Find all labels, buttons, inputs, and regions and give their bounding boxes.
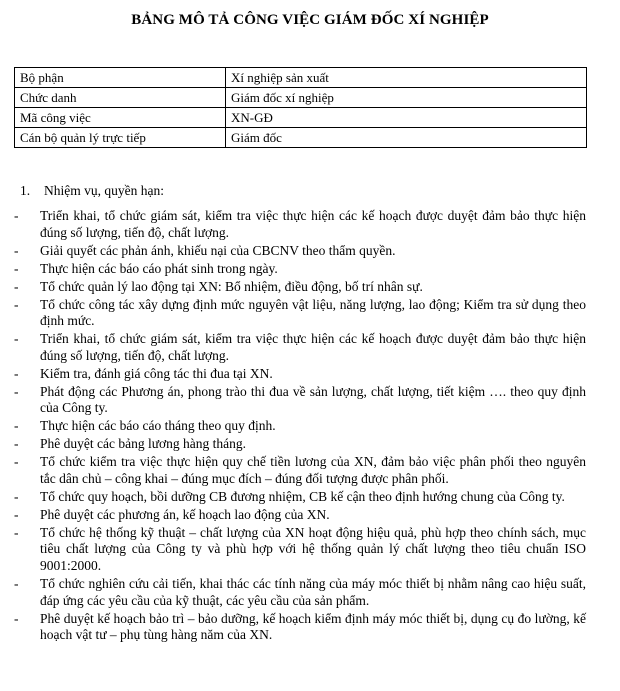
list-item: [14, 507, 586, 524]
job-info-table: [14, 67, 587, 148]
section-heading: [14, 183, 164, 199]
list-item: [14, 576, 586, 609]
table-row: [15, 128, 587, 148]
list-item: [14, 384, 586, 417]
section-title: Nhiệm vụ, quyền hạn:: [44, 183, 164, 198]
table-row: [15, 108, 587, 128]
list-item: [14, 418, 586, 435]
list-item: [14, 454, 586, 487]
duty-text: Giải quyết các phản ánh, khiếu nại của CBCNV theo thẩm quyền.: [40, 242, 396, 258]
bullet-dash: -: [14, 488, 19, 504]
row-label-job-code: Mã công việc: [15, 108, 226, 128]
duty-text: Tổ chức quản lý lao động tại XN: Bổ nhiệm, điều động, bố trí nhân sự.: [40, 278, 423, 294]
list-item: [14, 279, 586, 296]
bullet-dash: -: [14, 260, 19, 276]
bullet-dash: -: [14, 296, 19, 312]
list-item: [14, 261, 586, 278]
duty-text: Kiểm tra, đánh giá công tác thi đua tại XN.: [40, 365, 273, 381]
row-value-job-code: XN-GĐ: [226, 108, 587, 128]
bullet-dash: -: [14, 365, 19, 381]
section-number: 1.: [20, 183, 31, 198]
bullet-dash: -: [14, 418, 19, 434]
duty-text: Tổ chức nghiên cứu cải tiến, khai thác các tính năng của máy móc thiết bị nhằm nâng cao hiệu suất, đáp ứng các yêu cầu của kỹ thuật, các yêu cầu của sản phẩm.: [40, 575, 586, 608]
list-item: [14, 611, 586, 644]
duty-text: Tổ chức công tác xây dựng định mức nguyên vật liệu, năng lượng, lao động; Kiểm tra sử dụng theo định mức.: [40, 296, 586, 329]
duty-text: Tổ chức kiểm tra việc thực hiện quy chế tiền lương của XN, đảm bảo việc phân phối theo nguyên tắc dân chủ – công khai – đúng mục đích – đúng đối tượng được phân phối.: [40, 454, 586, 486]
list-item: [14, 489, 586, 506]
list-item: [14, 208, 586, 241]
bullet-dash: -: [14, 208, 19, 223]
list-item: [14, 436, 586, 453]
row-value-direct-manager: Giám đốc: [226, 128, 587, 148]
list-item: [14, 525, 586, 575]
duties-list: [14, 208, 586, 645]
row-label-direct-manager: Cán bộ quản lý trực tiếp: [15, 128, 226, 148]
duty-text: Tổ chức hệ thống kỹ thuật – chất lượng của XN hoạt động hiệu quả, phù hợp theo chính sách, mục tiêu chất lượng của Công ty và phù hợp với hệ thống quản lý chất lượng theo tiêu chuẩn ISO 9001:2000.: [40, 524, 586, 573]
bullet-dash: -: [14, 436, 19, 452]
list-item: [14, 243, 586, 260]
row-value-department: Xí nghiệp sản xuất: [226, 68, 587, 88]
bullet-dash: -: [14, 610, 19, 626]
duty-text: Phê duyệt kế hoạch bảo trì – bảo dưỡng, kế hoạch kiểm định máy móc thiết bị, dụng cụ đo lường, kế hoạch vật tư – phụ tùng hàng năm của XN.: [40, 610, 586, 643]
duty-text: Thực hiện các báo cáo tháng theo quy định.: [40, 418, 276, 434]
document-title: BẢNG MÔ TẢ CÔNG VIỆC GIÁM ĐỐC XÍ NGHIỆP: [131, 12, 489, 28]
list-item: [14, 331, 586, 364]
duty-text: Phát động các Phương án, phong trào thi đua về sản lượng, chất lượng, tiết kiệm …. theo quy định của Công ty.: [40, 383, 586, 416]
duty-text: Phê duyệt các phương án, kế hoạch lao động của XN.: [40, 506, 330, 522]
bullet-dash: -: [14, 524, 19, 540]
bullet-dash: -: [14, 331, 19, 347]
table-row: [15, 68, 587, 88]
list-item: [14, 297, 586, 330]
bullet-dash: -: [14, 383, 19, 399]
row-value-position: Giám đốc xí nghiệp: [226, 88, 587, 108]
duty-text: Triển khai, tổ chức giám sát, kiểm tra việc thực hiện các kế hoạch được duyệt đảm bảo thực hiện đúng số lượng, tiến độ, chất lượng.: [40, 208, 586, 240]
bullet-dash: -: [14, 454, 19, 470]
bullet-dash: -: [14, 575, 19, 591]
duty-text: Tổ chức quy hoạch, bồi dưỡng CB đương nhiệm, CB kế cận theo định hướng chung của Công ty.: [40, 488, 565, 504]
duty-text: Thực hiện các báo cáo phát sinh trong ngày.: [40, 260, 278, 276]
list-item: [14, 366, 586, 383]
table-row: [15, 88, 587, 108]
row-label-department: Bộ phận: [15, 68, 226, 88]
bullet-dash: -: [14, 506, 19, 522]
bullet-dash: -: [14, 242, 19, 258]
duty-text: Triển khai, tổ chức giám sát, kiểm tra việc thực hiện các kế hoạch được duyệt đảm bảo thực hiện đúng số lượng, tiến độ, chất lượng.: [40, 331, 586, 363]
bullet-dash: -: [14, 278, 19, 294]
duty-text: Phê duyệt các bảng lương hàng tháng.: [40, 436, 247, 452]
row-label-position: Chức danh: [15, 88, 226, 108]
